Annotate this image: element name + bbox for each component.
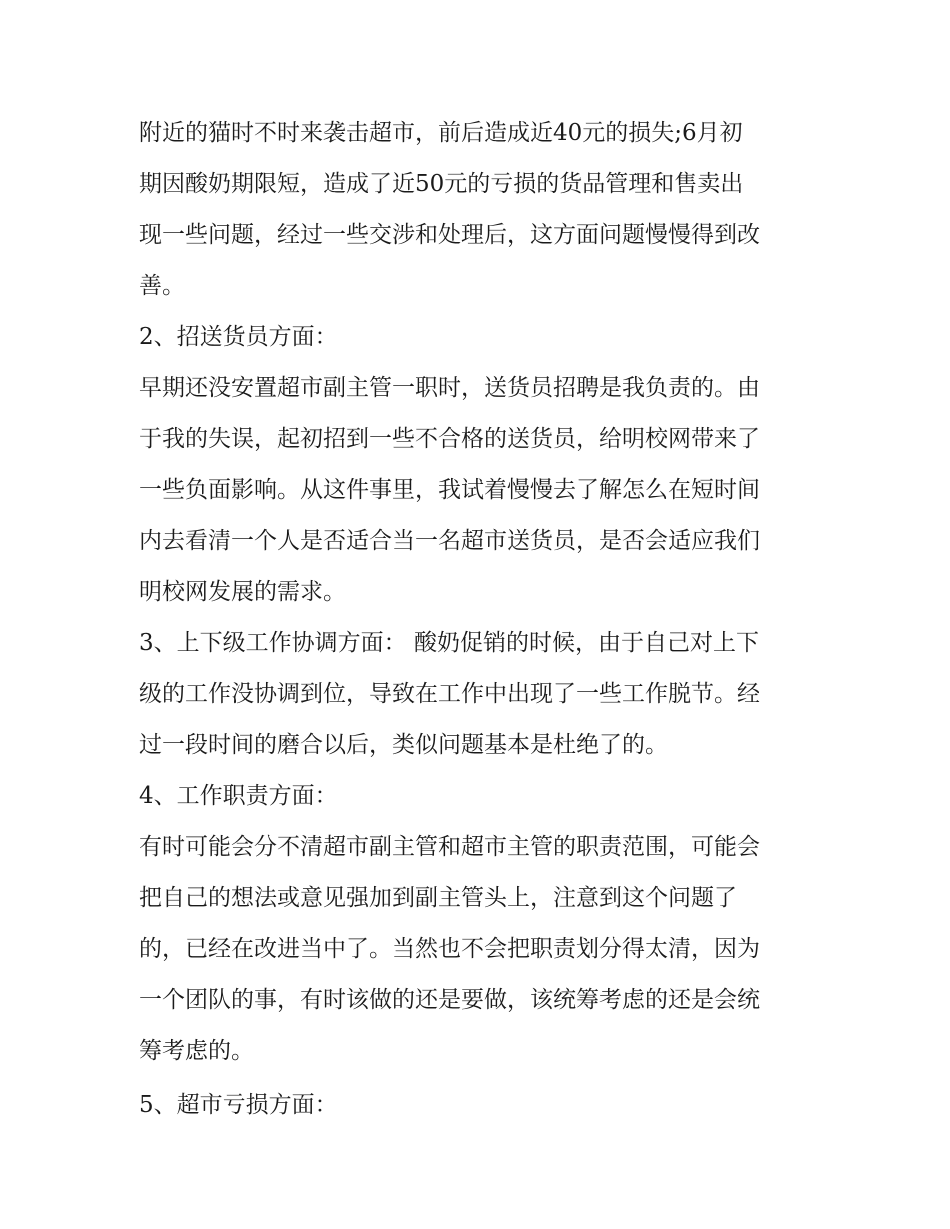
text-line: 的，已经在改进当中了。当然也不会把职责划分得太清，因为 [139,936,760,962]
text-line: 明校网发展的需求。 [139,579,346,605]
section-heading-3: 3、上下级工作协调方面： 酸奶促销的时候，由于自己对上下 [139,630,759,656]
text-line: 一些负面影响。从这件事里，我试着慢慢去了解怎么在短时间 [139,477,760,503]
text-line: 附近的猫时不时来袭击超市，前后造成近40元的损失;6月初 [139,120,743,146]
text-line: 于我的失误，起初招到一些不合格的送货员，给明校网带来了 [139,426,760,452]
text-line: 期因酸奶期限短，造成了近50元的亏损的货品管理和售卖出 [139,171,744,197]
text-line: 把自己的想法或意见强加到副主管头上，注意到这个问题了 [139,885,737,911]
section-heading-5: 5、超市亏损方面： [139,1092,338,1118]
section-heading-4: 4、工作职责方面： [139,783,338,809]
text-line: 过一段时间的磨合以后，类似问题基本是杜绝了的。 [139,732,668,758]
text-line: 筹考虑的。 [139,1038,254,1064]
text-line: 早期还没安置超市副主管一职时，送货员招聘是我负责的。由 [139,375,760,401]
text-line: 有时可能会分不清超市副主管和超市主管的职责范围，可能会 [139,834,760,860]
text-line: 现一些问题，经过一些交涉和处理后，这方面问题慢慢得到改 [139,222,760,248]
text-line: 善。 [139,273,185,299]
text-line: 内去看清一个人是否适合当一名超市送货员，是否会适应我们 [139,528,760,554]
document-body [139,108,819,1131]
text-line: 一个团队的事，有时该做的还是要做，该统筹考虑的还是会统 [139,987,760,1013]
section-heading-2: 2、招送货员方面： [139,324,338,350]
text-line: 级的工作没协调到位，导致在工作中出现了一些工作脱节。经 [139,681,760,707]
